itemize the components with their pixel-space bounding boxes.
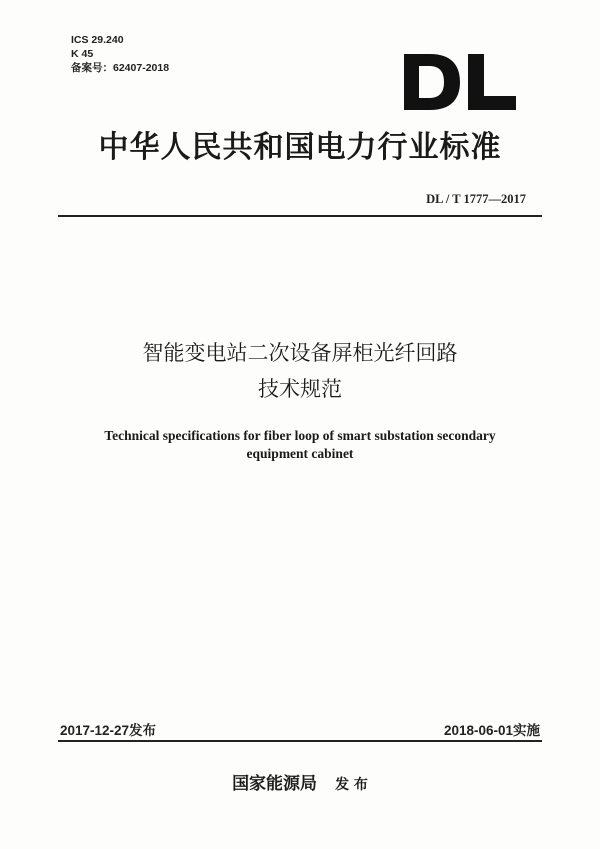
header-divider [58,215,542,217]
document-title-cn-line1: 智能变电站二次设备屏柜光纤回路 [142,341,458,365]
filing-number: 备案号：62407-2018 [71,62,170,74]
document-title-en-line1: Technical specifications for fiber loop of smart substation secondary [104,428,496,443]
dl-logo [404,54,516,110]
standard-category-title: 中华人民共和国电力行业标准 [98,130,502,165]
document-title-en-line2: equipment cabinet [246,446,354,461]
implementation-date: 2018-06-01实施 [443,723,540,738]
issuer-action: 发 布 [335,777,368,793]
footer-divider [58,740,542,742]
classification-code: K 45 [71,48,94,60]
issuing-authority [0,769,600,794]
standard-code: DL / T 1777—2017 [426,192,526,206]
issuer-name: 国家能源局 [232,774,318,794]
ics-code: ICS 29.240 [71,34,124,46]
issue-date: 2017-12-27发布 [60,723,157,738]
document-title-cn-line2: 技术规范 [258,377,342,401]
standard-metadata [71,33,169,75]
